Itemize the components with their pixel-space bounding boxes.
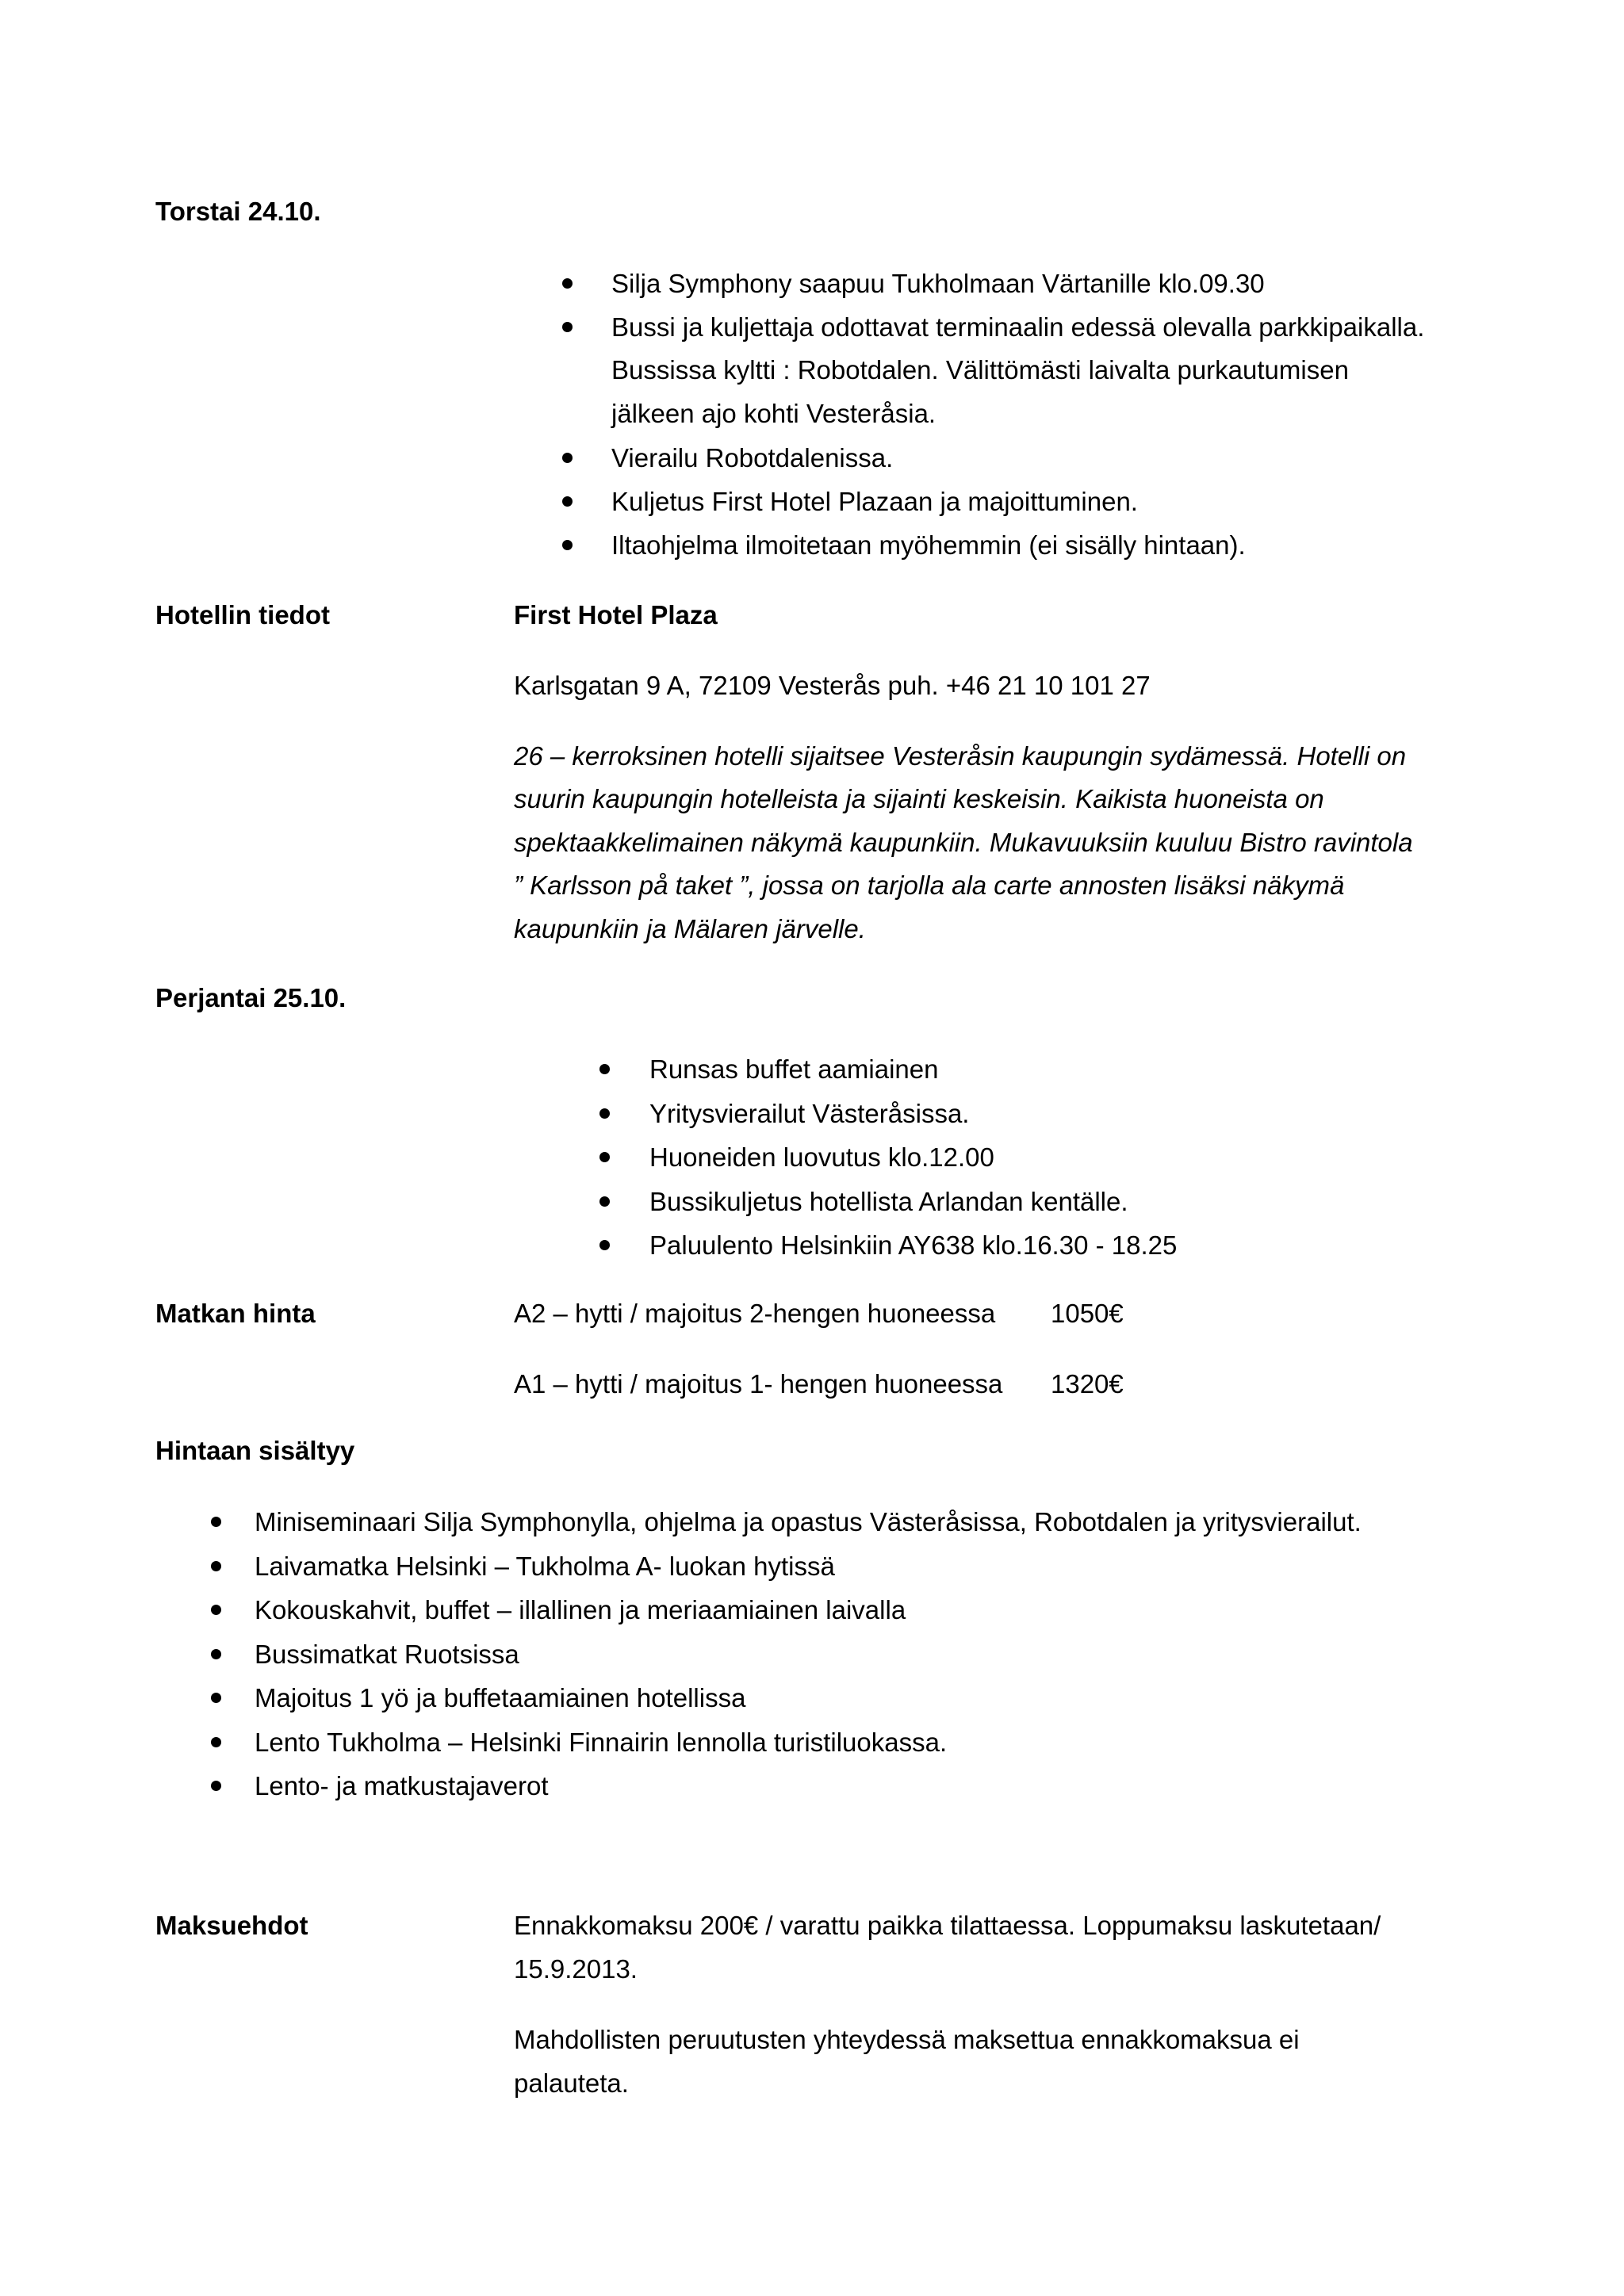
list-item: Bussimatkat Ruotsissa	[255, 1640, 519, 1669]
bullet-icon	[211, 1517, 221, 1527]
payment-line: Ennakkomaksu 200€ / varattu paikka tilattaessa. Loppumaksu laskutetaan/	[514, 1911, 1381, 1940]
bullet-icon	[211, 1649, 221, 1659]
list-item-continuation: Bussissa kyltti : Robotdalen. Välittömästi laivalta purkautumisen	[611, 355, 1349, 385]
list-item: Miniseminaari Silja Symphonylla, ohjelma ja opastus Västeråsissa, Robotdalen ja yritysvierailut.	[255, 1507, 1362, 1536]
list-item: Paluulento Helsinkiin AY638 klo.16.30 - 18.25	[649, 1230, 1178, 1260]
description-line: suurin kaupungin hotelleista ja sijainti keskeisin. Kaikista huoneista on	[514, 784, 1324, 813]
price-row-text: A2 – hytti / majoitus 2-hengen huoneessa	[514, 1299, 996, 1328]
bullet-icon	[211, 1737, 221, 1747]
payment-label: Maksuehdot	[155, 1911, 308, 1940]
bullet-icon	[562, 540, 573, 550]
list-item: Huoneiden luovutus klo.12.00	[649, 1142, 994, 1172]
list-item: Runsas buffet aamiainen	[649, 1054, 939, 1084]
list-item: Kuljetus First Hotel Plazaan ja majoittuminen.	[611, 487, 1138, 516]
payment-line: palauteta.	[514, 2068, 629, 2098]
list-item: Lento- ja matkustajaverot	[255, 1771, 549, 1800]
included-label: Hintaan sisältyy	[155, 1436, 355, 1465]
friday-heading: Perjantai 25.10.	[155, 983, 347, 1012]
bullet-icon	[211, 1561, 221, 1571]
list-item-continuation: jälkeen ajo kohti Vesteråsia.	[611, 399, 936, 428]
description-line: kaupunkiin ja Mälaren järvelle.	[514, 914, 866, 943]
thursday-heading: Torstai 24.10.	[155, 197, 321, 226]
list-item: Vierailu Robotdalenissa.	[611, 443, 894, 473]
list-item: Majoitus 1 yö ja buffetaamiainen hotellissa	[255, 1683, 746, 1712]
list-item: Lento Tukholma – Helsinki Finnairin lennolla turistiluokassa.	[255, 1728, 948, 1757]
hotel-label: Hotellin tiedot	[155, 600, 330, 629]
bullet-icon	[599, 1108, 610, 1119]
list-item: Iltaohjelma ilmoitetaan myöhemmin (ei sisälly hintaan).	[611, 530, 1246, 560]
list-item: Silja Symphony saapuu Tukholmaan Värtanille klo.09.30	[611, 269, 1265, 298]
bullet-icon	[211, 1605, 221, 1615]
price-row-amount: 1050€	[1051, 1299, 1124, 1328]
bullet-icon	[562, 278, 573, 289]
description-line: spektaakkelimainen näkymä kaupunkiin. Mukavuuksiin kuuluu Bistro ravintola	[514, 828, 1413, 857]
price-label: Matkan hinta	[155, 1299, 316, 1328]
bullet-icon	[599, 1152, 610, 1162]
bullet-icon	[211, 1693, 221, 1703]
list-item: Yritysvierailut Västeråsissa.	[649, 1099, 970, 1128]
list-item: Bussikuljetus hotellista Arlandan kentälle.	[649, 1187, 1128, 1216]
hotel-address: Karlsgatan 9 A, 72109 Vesterås puh. +46 21 10 101 27	[514, 671, 1151, 700]
bullet-icon	[211, 1781, 221, 1791]
list-item: Bussi ja kuljettaja odottavat terminaalin edessä olevalla parkkipaikalla.	[611, 312, 1425, 342]
hotel-name: First Hotel Plaza	[514, 600, 718, 629]
bullet-icon	[562, 453, 573, 463]
bullet-icon	[599, 1196, 610, 1207]
bullet-icon	[599, 1064, 610, 1074]
bullet-icon	[599, 1240, 610, 1250]
payment-line: 15.9.2013.	[514, 1954, 638, 1984]
bullet-icon	[562, 322, 573, 332]
list-item: Laivamatka Helsinki – Tukholma A- luokan hytissä	[255, 1552, 835, 1581]
price-row-text: A1 – hytti / majoitus 1- hengen huoneessa	[514, 1369, 1003, 1399]
price-row-amount: 1320€	[1051, 1369, 1124, 1399]
list-item: Kokouskahvit, buffet – illallinen ja meriaamiainen laivalla	[255, 1595, 906, 1624]
description-line: ” Karlsson på taket ”, jossa on tarjolla ala carte annosten lisäksi näkymä	[514, 871, 1345, 900]
payment-line: Mahdollisten peruutusten yhteydessä maksettua ennakkomaksua ei	[514, 2025, 1300, 2054]
bullet-icon	[562, 496, 573, 507]
description-line: 26 – kerroksinen hotelli sijaitsee Vesteråsin kaupungin sydämessä. Hotelli on	[514, 741, 1407, 771]
